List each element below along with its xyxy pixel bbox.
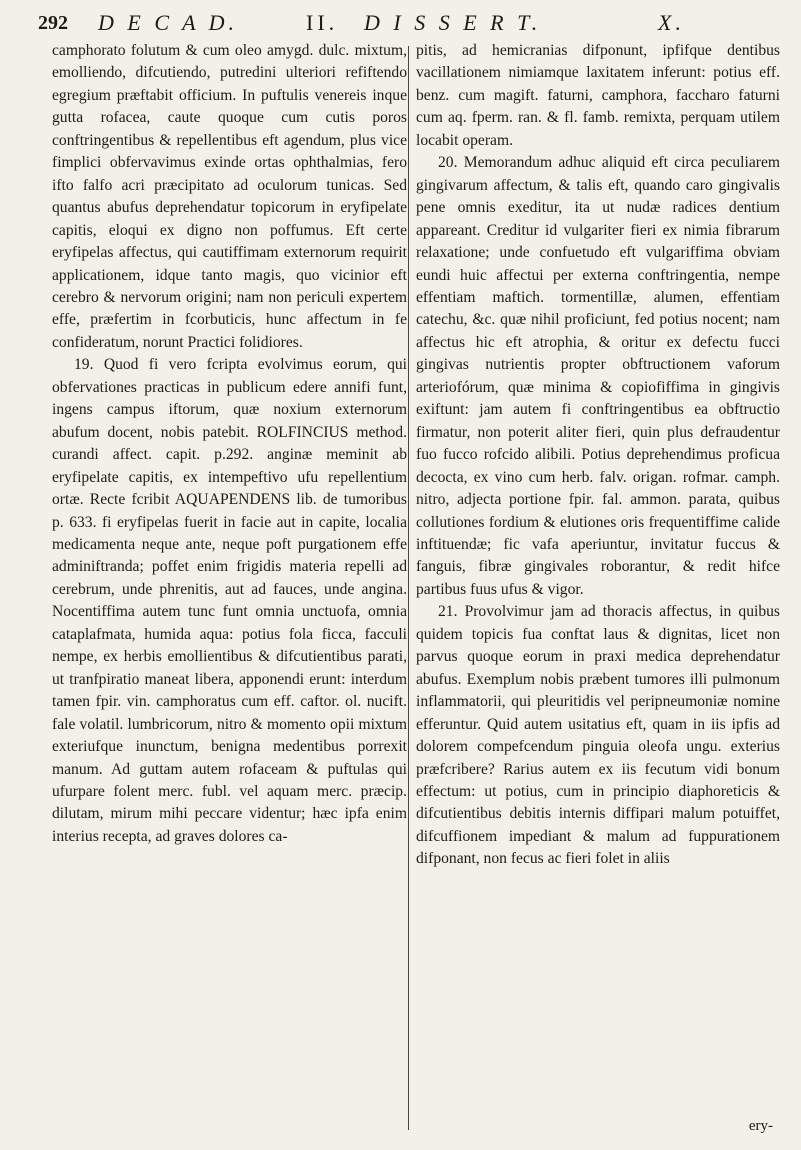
running-header — [38, 10, 798, 40]
header-right-mark: X. — [658, 10, 685, 35]
column-divider — [408, 46, 409, 1130]
header-roman-numeral: II. — [306, 10, 339, 35]
right-paragraph-2: 20. Memorandum adhuc aliquid eft circa peculiarem gingivarum affectum, & talis eft, quando caro gingivalis pene omnis exeditur, ita ut nudæ radices dentium appareant. Creditur id vulgariter fieri ex nimia fibrarum relaxatione; unde confuetudo eft vulgariffima obviam eundi huic affectui per externa conftringentia, nempe effentiam maftich. tormentillæ, alumen, effentiam catechu, &c. quæ nihil proficiunt, fed potius nocent; nam affectus hic eft atrophia, & oritur ex defectu fucci gingivas nutrientis propter obftructionem vaforum arteriofórum, quæ minima & copiofiffima in gingivis exiftunt: jam autem fi conftringentibus ea obftructio firmatur, non poterit aliter fieri, quin plus defraudentur fuo fucco rofcido alibili. Potius deprehendimus proficua decocta, ex vino cum herb. falv. origan. rofmar. camph. nitro, adjecta portione fpir. fal. ammon. parata, quibus collutiones fordium & elutiones oris frequentiffime calide inftituendæ; fic vafa aperiuntur, invitatur fuccus & fanguis, fibræ gingivales roborantur, & redit hifce partibus fuus ufus & vigor. — [416, 154, 780, 598]
right-column — [416, 40, 780, 1140]
page-number: 292 — [38, 12, 68, 34]
header-right-title: D I S S E R T. — [364, 10, 542, 35]
right-paragraph-1: pitis, ad hemicranias difponunt, ipfifque dentibus vacillationem nimiamque laxitatem inferunt: potius eff. benz. cum magift. faturni, camphora, faccharo faturni cum aq. fperm. ran. & fl. famb. remixta, perquam utilem locabit operam. — [416, 42, 780, 149]
catchword: ery- — [748, 1118, 773, 1134]
left-column — [52, 40, 407, 1140]
left-paragraph-1: camphorato folutum & cum oleo amygd. dulc. mixtum, emolliendo, difcutiendo, putredini ulteriori refiftendo egregium præftabit officium. In puftulis venereis inque gutta rofacea, caute quoque cum cutis poros conftringentibus & repellentibus eft agendum, plus vice fimplici obfervavimus exinde ortas ophthalmias, fero ifto falfo acri præcipitato ad oculorum tunicas. Sed quantus abufus deprehendatur topicorum in eryfipelate capitis, eloqui ex digno non poffumus. Eft certe eryfipelas affectus, qui cautiffimam externorum requirit applicationem, idque tanto magis, quo vicinior eft cerebro & nervorum origini; nam non periculi expertem effe, præfertim in fcorbuticis, hunc affectum in fe confideratum, norunt Practici folidiores. — [52, 42, 407, 351]
right-paragraph-3: 21. Provolvimur jam ad thoracis affectus, in quibus quidem topicis fua conftat laus & dignitas, licet non parvus quoque eorum in praxi medica deprehendatur abufus. Exemplum nobis præbent tumores illi pulmonum inflammatorii, qui pleuritidis vel peripneumoniæ nomine efferuntur. Quid autem usitatius eft, quam in iis ipfis ad dolorem compefcendum pinguia oleofa ungu. exterius præfcribere? Rarius autem ex iis fecutum vidi bonum effectum: ut potius, cum in principio diaphoreticis & difcutientibus debitis internis diffipari malum potuiffet, difcuffionem impediant & malum ad fuppurationem difponant, non fecus ac fieri folet in aliis — [416, 603, 780, 868]
header-left-title: D E C A D. — [98, 10, 239, 35]
left-paragraph-2: 19. Quod fi vero fcripta evolvimus eorum, qui obfervationes practicas in publicum edere annifi funt, ingens campus iftorum, quæ noxium externorum abufum docent, nobis patebit. ROLFINCIUS method. curandi affect. capit. p.292. anginæ meminit ab eryfipelate capitis, ex intempeftivo ufu repellentium ortæ. Recte fcribit AQUAPENDENS lib. de tumoribus p. 633. fi eryfipelas fuerit in facie aut in capite, localia medicamenta neque ante, neque poft purgationem effe adminiftranda; poffet enim frigidis materia repelli ad cerebrum, unde phrenitis, aut ad fauces, unde angina. Nocentiffima autem tunc funt omnia unctuofa, omnia cataplafmata, humida aqua: potius fola ficca, facculi nempe, ex herbis emollientibus & difcutientibus parati, ut tranfpiratio maneat libera, apponendi erunt: interdum tamen fpir. vin. camphoratus cum eff. caftor. ol. nucift. fale volatil. lumbricorum, nitro & momento opii mixtum exteriufque inunctum, benigna medentibus porrexit manum. Ad guttam autem rofaceam & puftulas qui ufurpare folent merc. fubl. vel aquam merc. præcip. dilutam, mirum mihi peccare videntur; hæc ipfa enim interius recepta, ad graves dolores ca- — [52, 356, 407, 845]
